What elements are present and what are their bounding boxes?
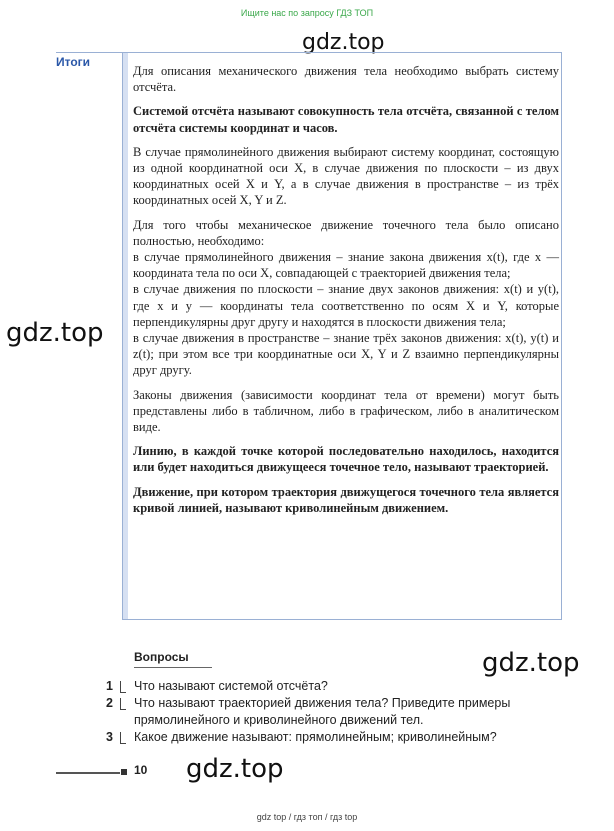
question-bracket — [120, 681, 126, 693]
bottom-banner: gdz top / гдз топ / гдз top — [256, 812, 358, 822]
watermark: gdz.top — [302, 30, 385, 55]
watermark: gdz.top — [6, 318, 104, 348]
question-text: Что называют траекторией движения тела? Приведите примеры прямолинейного и криволинейного движений тел. — [134, 696, 511, 727]
summary-paragraph: в случае прямолинейного движения – знание закона движения x(t), где x — координата тела по оси X, совпадающей с траекторией движения тела; — [133, 250, 559, 281]
summary-content — [133, 63, 559, 524]
summary-paragraph: В случае прямолинейного движения выбирают систему координат, состоящую из одной координатной оси X, в случае движения по плоскости – из двух координатных осей X и Y, а в случае движения в пространстве – из трёх координатных осей X, Y и Z. — [133, 144, 559, 208]
summary-definition: Системой отсчёта называют совокупность тела отсчёта, связанной с телом отсчёта системы координат и часов. — [133, 104, 559, 135]
watermark: gdz.top — [482, 648, 580, 678]
question-bracket — [120, 732, 126, 744]
question-bracket — [120, 698, 126, 710]
page-rule — [56, 772, 120, 774]
summary-label-rule — [56, 52, 126, 53]
page-number: 10 — [134, 763, 148, 777]
top-banner: Ищите нас по запросу ГДЗ ТОП — [240, 8, 374, 18]
question-number: 3 — [106, 730, 113, 744]
question-item — [106, 729, 576, 746]
question-item — [106, 695, 576, 729]
summary-definition: Движение, при котором траектория движущегося точечного тела является кривой линией, называют криволинейным движением. — [133, 484, 559, 515]
summary-label: Итоги — [56, 55, 91, 69]
summary-paragraph: в случае движения в пространстве – знание трёх законов движения: x(t), y(t) и z(t); при этом все три координатные оси X, Y и Z взаимно перпендикулярны друг другу. — [133, 331, 559, 378]
question-number: 2 — [106, 696, 113, 710]
summary-paragraph: Законы движения (зависимости координат тела от времени) могут быть представлены либо в табличном, либо в графическом, либо в аналитическом виде. — [133, 387, 559, 435]
questions-list — [106, 678, 576, 746]
questions-title: Вопросы — [134, 650, 189, 664]
questions-title-rule — [134, 667, 212, 668]
question-text: Что называют системой отсчёта? — [134, 679, 328, 693]
watermark: gdz.top — [186, 754, 284, 784]
question-number: 1 — [106, 679, 113, 693]
summary-definition: Линию, в каждой точке которой последовательно находилось, находится или будет находиться движущееся точечное тело, называют траекторией. — [133, 444, 559, 475]
question-item — [106, 678, 576, 695]
question-text: Какое движение называют: прямолинейным; криволинейным? — [134, 730, 497, 744]
summary-paragraph: Для того чтобы механическое движение точечного тела было описано полностью, необходимо: — [133, 217, 559, 248]
summary-paragraph: в случае движения по плоскости – знание двух законов движения: x(t) и y(t), где x и y — координаты тела соответственно по осям X и Y, которые перпендикулярны друг другу и находятся в плоскости движения тела; — [133, 282, 559, 329]
summary-paragraph: Для описания механического движения тела необходимо выбрать систему отсчёта. — [133, 64, 559, 95]
page-marker — [121, 769, 127, 775]
